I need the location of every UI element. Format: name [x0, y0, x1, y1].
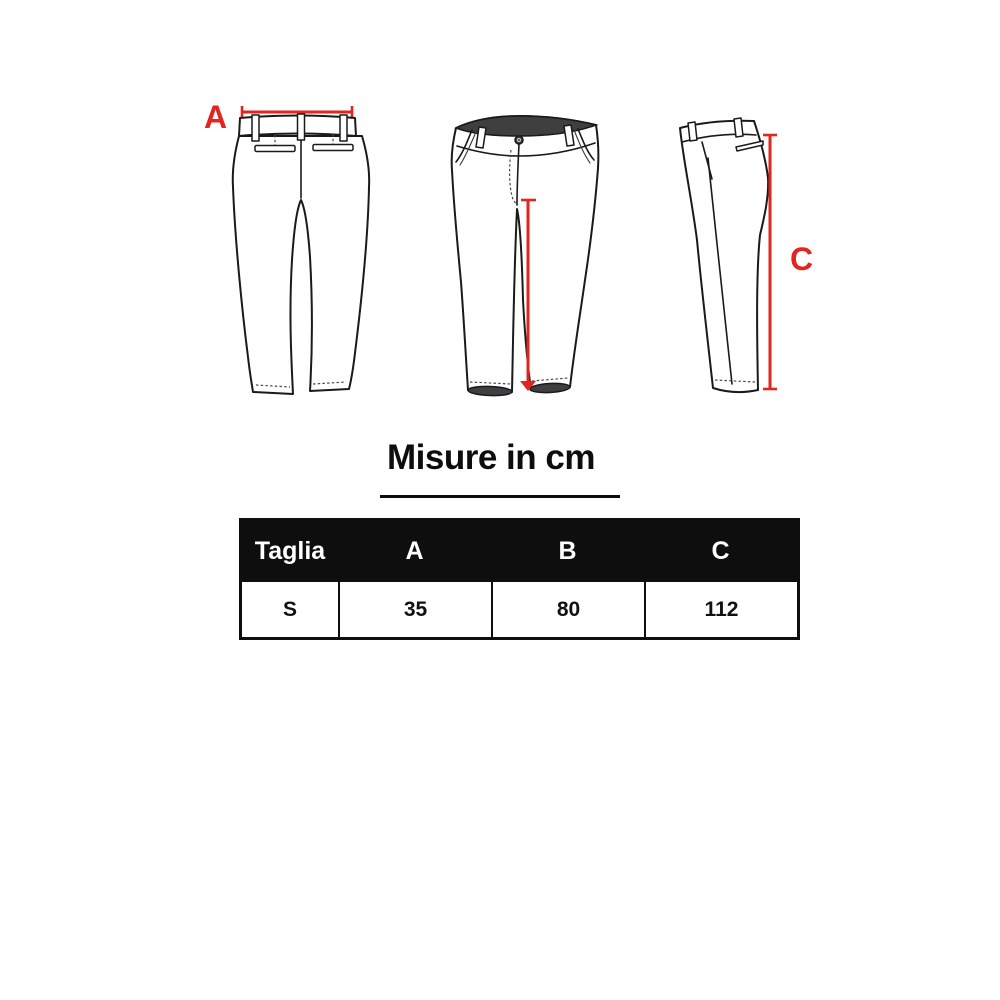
back-pocket [313, 145, 353, 151]
size-table-row [242, 582, 797, 637]
belt-loop [688, 122, 697, 141]
size-table [239, 518, 800, 640]
col-header-c: C [711, 537, 730, 565]
cell-measure-c: 112 [644, 582, 797, 637]
waist-button [515, 136, 523, 144]
back-pocket [255, 146, 295, 152]
measure-label-c: C [790, 241, 814, 277]
pants-back-view-drawing [225, 95, 375, 425]
cell-measure-a: 35 [338, 582, 491, 637]
col-header-a: A [405, 537, 424, 565]
pants-front-view-drawing [450, 110, 600, 400]
size-guide-title: Misure in cm [387, 438, 595, 477]
belt-loop [734, 118, 743, 137]
belt-loop [252, 115, 259, 141]
pants-side-silhouette [680, 121, 768, 392]
pants-front-silhouette [452, 116, 599, 392]
belt-loop [340, 115, 347, 141]
col-header-taglia: Taglia [254, 537, 326, 565]
cell-measure-b: 80 [491, 582, 644, 637]
measure-label-a: A [204, 99, 228, 135]
belt-loop [298, 114, 305, 140]
title-underline [380, 495, 620, 498]
col-header-b: B [558, 537, 577, 565]
size-table-header-row [242, 521, 797, 582]
cell-size: S [282, 597, 297, 621]
pants-side-view-drawing [668, 113, 803, 403]
